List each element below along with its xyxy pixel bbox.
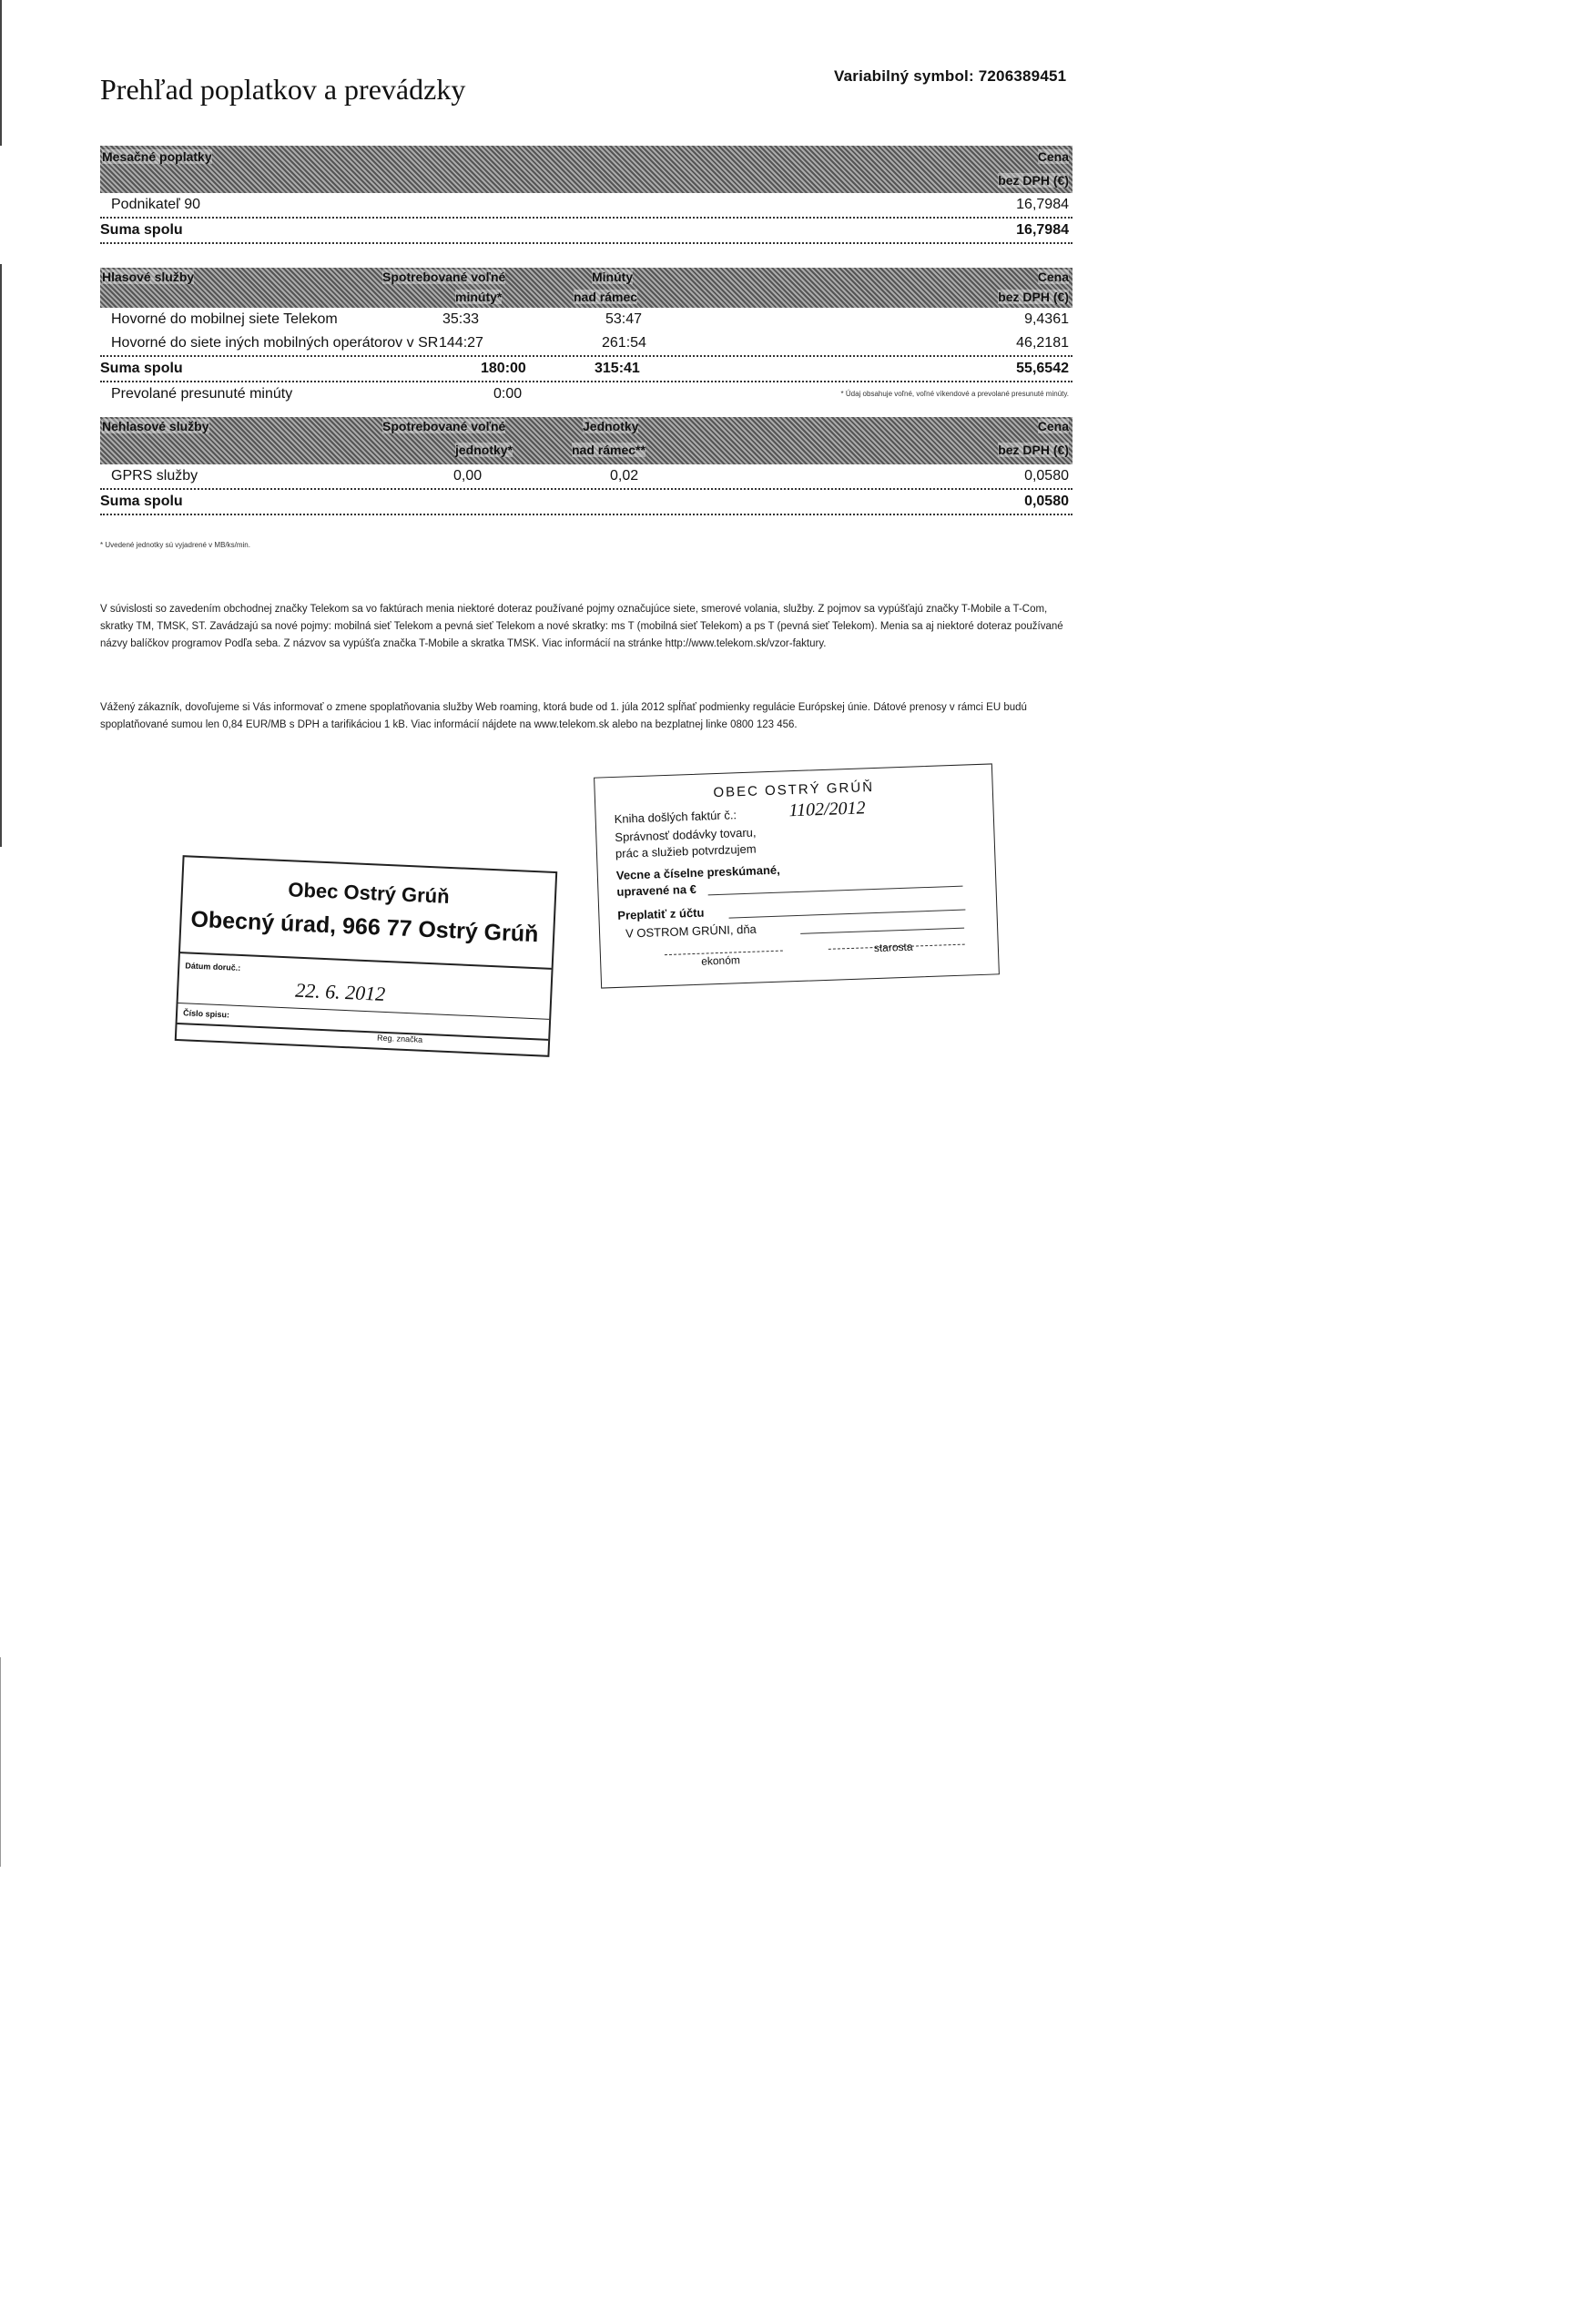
scan-edge-top — [0, 0, 2, 146]
column-header: Jednotky — [583, 419, 639, 433]
column-header: Cena — [1037, 149, 1069, 164]
stamp-underline — [729, 910, 966, 919]
over-minutes: 261:54 — [602, 335, 646, 351]
stamp-signature-label: starosta — [873, 940, 913, 955]
column-header: bez DPH (€) — [998, 290, 1069, 304]
monthly-fees-table — [100, 146, 1072, 244]
sum-label: Suma spolu — [100, 494, 183, 509]
scan-edge-mid — [0, 264, 2, 847]
stamp-number-label: Číslo spisu: — [182, 1008, 230, 1020]
stamp-line: upravené na € — [616, 881, 697, 899]
column-header: Spotrebované voľné — [382, 419, 506, 433]
column-header: Minúty — [592, 270, 634, 284]
stamp-line: prác a služieb potvrdzujem — [615, 841, 757, 861]
column-header: Spotrebované voľné — [382, 270, 506, 284]
stamp-signature-label: ekonóm — [700, 953, 741, 968]
sum-label: Suma spolu — [100, 222, 183, 238]
stamp-line: Správnosť dodávky tovaru, — [615, 825, 757, 844]
table-header — [100, 268, 1072, 308]
info-paragraph: V súvislosti so zavedením obchodnej značky Telekom sa vo faktúrach menia niektoré doteraz používané pojmy označujúce siete, smerové volania, služby. Z pojmov sa vypúšťajú značky T-Mobile a T-Com, skratky TM, TMSK, ST. Zavádzajú sa nové pojmy: mobilná sieť Telekom a pevná sieť Telekom a nové skratky: ms T (mobilná sieť Telekom) a ps T (pevná sieť Telekom). Menia sa aj niektoré doteraz používané názvy balíčkov programov Podľa seba. Z názvov sa vypúšťa značka T-Mobile a skratka TMSK. Viac informácií na stránke http://www.telekom.sk/vzor-faktury. — [100, 604, 1063, 649]
stamp-office: Obecný úrad, 966 77 Ostrý Grúň — [189, 906, 539, 948]
voice-services-table — [100, 268, 1072, 406]
table-row — [100, 308, 1072, 331]
column-header: nad rámec** — [572, 443, 646, 457]
column-header: Nehlasové služby — [102, 419, 209, 433]
stamp-invoice-number: 1102/2012 — [788, 798, 866, 821]
stamp-line: Vecne a číselne preskúmané, — [615, 862, 780, 882]
stamp-date-value: 22. 6. 2012 — [294, 978, 386, 1005]
nonvoice-services-table — [100, 417, 1072, 549]
column-header: bez DPH (€) — [998, 443, 1069, 457]
service-price: 0,0580 — [1024, 468, 1069, 484]
units-note: * Uvedené jednotky sú vyjadrené v MB/ks/min. — [100, 541, 250, 549]
sum-row — [100, 490, 1072, 515]
stamp-underline — [800, 928, 964, 934]
free-units: 0,00 — [453, 468, 483, 484]
invoice-approval-stamp — [594, 763, 1000, 988]
service-price: 9,4361 — [1024, 311, 1069, 327]
stamp-reg-label: Reg. značka — [376, 1033, 423, 1044]
service-name: GPRS služby — [111, 468, 198, 484]
service-name: Hovorné do mobilnej siete Telekom — [111, 311, 338, 327]
table-row — [100, 464, 1072, 490]
column-header: Hlasové služby — [102, 270, 195, 284]
column-header: nad rámec — [574, 290, 638, 304]
stamp-underline — [708, 886, 963, 896]
stamp-line: V OSTROM GRÚNI, dňa — [625, 922, 757, 941]
over-minutes: 53:47 — [605, 311, 643, 327]
column-header: minúty* — [455, 290, 503, 304]
sum-value: 0,0580 — [1024, 494, 1069, 509]
table-header — [100, 146, 1072, 193]
service-name: Podnikateľ 90 — [111, 197, 201, 212]
page-title: Prehľad poplatkov a prevádzky — [100, 73, 466, 106]
sum-value: 55,6542 — [1016, 361, 1069, 376]
transfer-note: * Údaj obsahuje voľné, voľné víkendové a prevolané presunuté minúty. — [840, 390, 1069, 398]
free-minutes: 35:33 — [442, 311, 480, 327]
info-paragraph: Vážený zákazník, dovoľujeme si Vás informovať o zmene spoplatňovania služby Web roaming, ktorá bude od 1. júla 2012 spĺňať podmienky regulácie Európskej únie. Dátové prenosy v rámci EU budú spoplatňované sumou len 0,84 EUR/MB s DPH a tarifikáciou 1 kB. Viac informácií nájdete na www.telekom.sk alebo na bezplatnej linke 0800 123 456. — [100, 702, 1027, 730]
stamp-line: Preplatiť z účtu — [617, 905, 705, 922]
variable-symbol: Variabilný symbol: 7206389451 — [834, 67, 1067, 85]
sum-row — [100, 219, 1072, 244]
table-row — [100, 193, 1072, 219]
sum-over: 315:41 — [595, 361, 640, 376]
stamp-title: OBEC OSTRÝ GRÚŇ — [713, 779, 875, 801]
over-units: 0,02 — [610, 468, 639, 484]
column-header: Cena — [1037, 419, 1069, 433]
sum-label: Suma spolu — [100, 361, 183, 376]
sum-free: 180:00 — [481, 361, 526, 376]
transfer-value: 0:00 — [493, 386, 523, 402]
stamp-divider — [178, 1023, 549, 1041]
registry-stamp — [175, 855, 558, 1057]
column-header: jednotky* — [455, 443, 513, 457]
sum-row — [100, 357, 1072, 382]
service-price: 46,2181 — [1016, 335, 1069, 351]
free-minutes: 144:27 — [439, 335, 483, 351]
table-header — [100, 417, 1072, 464]
stamp-line: Kniha došlých faktúr č.: — [614, 808, 737, 826]
table-row — [100, 382, 1072, 406]
stamp-municipality: Obec Ostrý Grúň — [287, 878, 451, 908]
sum-value: 16,7984 — [1016, 222, 1069, 238]
service-price: 16,7984 — [1016, 197, 1069, 212]
table-row — [100, 331, 1072, 357]
service-name: Hovorné do siete iných mobilných operátorov v SR — [111, 335, 439, 351]
column-header: bez DPH (€) — [998, 173, 1069, 188]
scan-edge-bottom — [0, 1657, 1, 1867]
column-header: Cena — [1037, 270, 1069, 284]
transfer-label: Prevolané presunuté minúty — [111, 386, 293, 402]
stamp-date-label: Dátum doruč.: — [185, 961, 241, 973]
column-header: Mesačné poplatky — [102, 149, 212, 164]
